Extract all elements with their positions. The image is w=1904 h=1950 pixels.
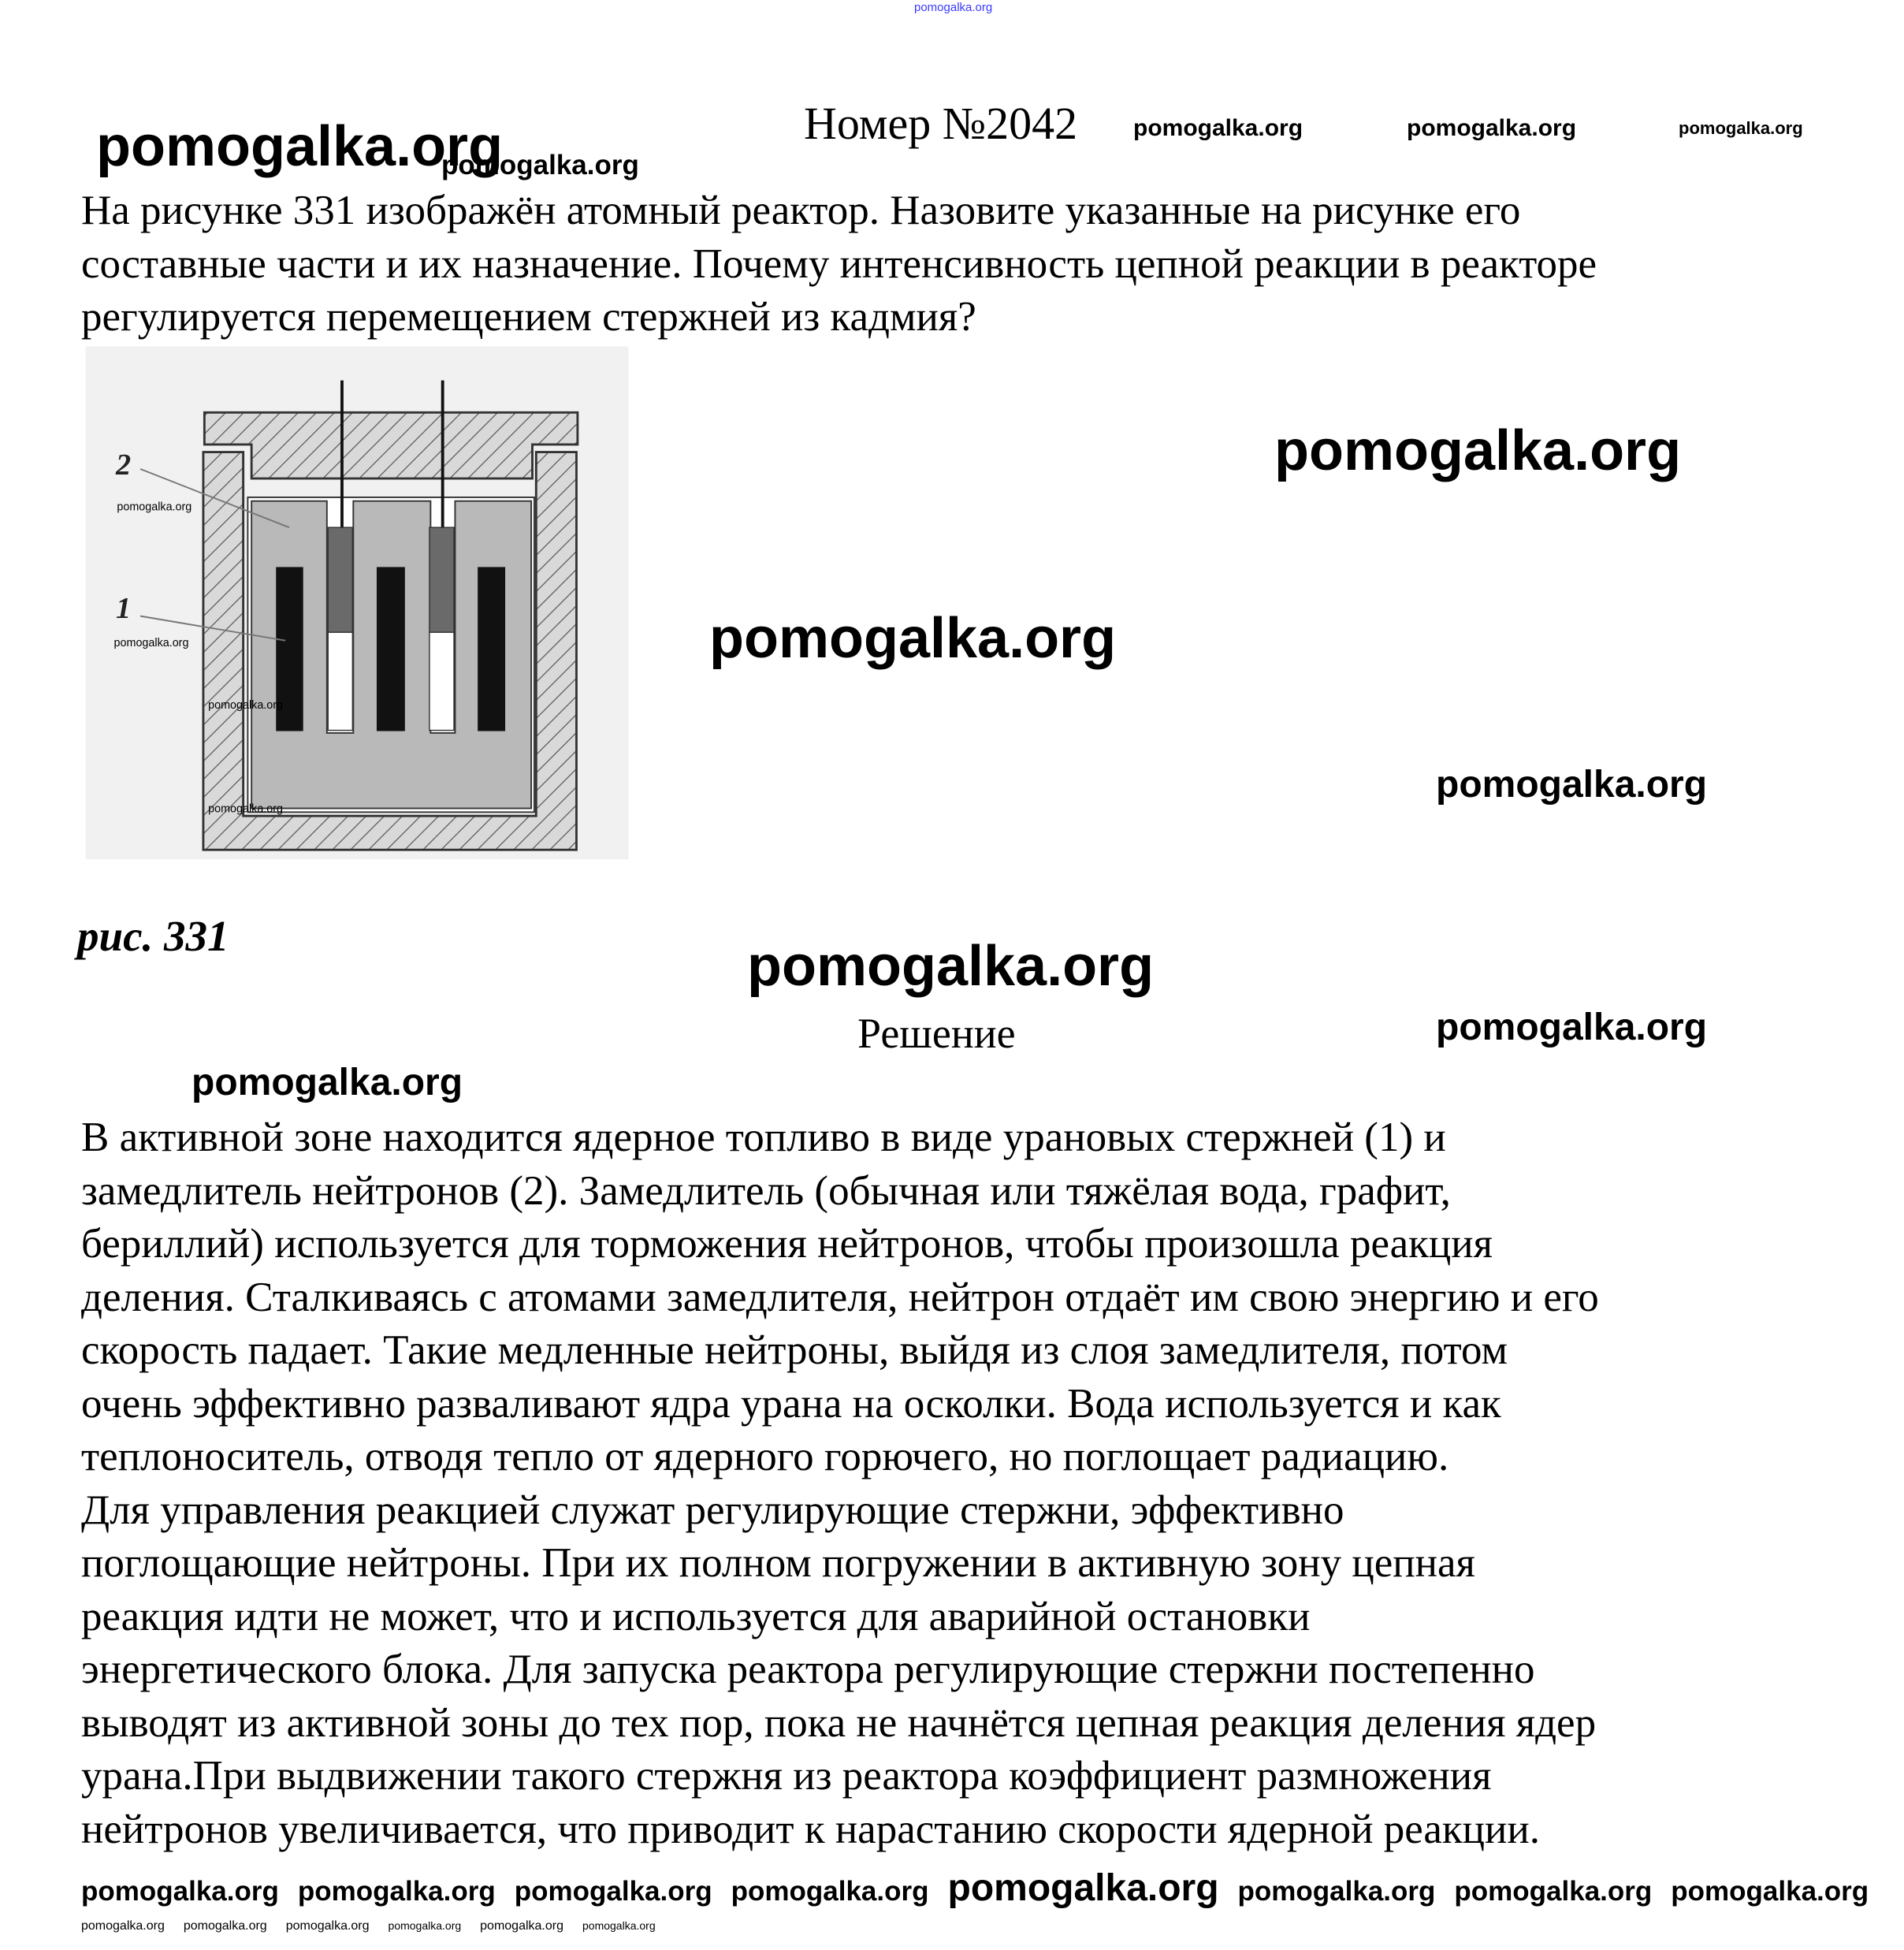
control-rod — [430, 527, 454, 632]
solution-line: Для управления реакцией служат регулирующие стержни, эффективно — [81, 1487, 1344, 1533]
watermark: pomogalka.org — [480, 1919, 563, 1933]
figure-label-2: 2 — [115, 448, 132, 482]
reactor-lid — [204, 412, 578, 478]
solution-line: теплоноситель, отводя тепло от ядерного горючего, но поглощает радиацию. — [81, 1434, 1449, 1479]
watermark: pomogalka.org — [747, 935, 1155, 998]
watermark: pomogalka.org — [1436, 764, 1708, 806]
watermark: pomogalka.org — [947, 1867, 1219, 1909]
watermark: pomogalka.org — [582, 1919, 656, 1932]
control-rod-channel — [328, 632, 352, 730]
solution-text — [81, 1111, 1599, 1856]
question-line: составные части и их назначение. Почему интенсивность цепной реакции в реакторе — [81, 240, 1597, 287]
watermark: pomogalka.org — [1454, 1876, 1653, 1907]
watermark: pomogalka.org — [388, 1919, 462, 1932]
watermark-row — [81, 1920, 656, 1933]
watermark: pomogalka.org — [1671, 1876, 1869, 1907]
watermark: pomogalka.org — [81, 1919, 165, 1933]
watermark: pomogalka.org — [441, 150, 639, 180]
question-text — [81, 184, 1597, 344]
watermark-row — [81, 1867, 1869, 1909]
watermark: pomogalka.org — [1274, 419, 1682, 482]
figure-label-1: 1 — [115, 592, 132, 626]
watermark: pomogalka.org — [96, 115, 504, 178]
figure-caption: рис. 331 — [77, 912, 229, 960]
watermark: pomogalka.org — [208, 698, 284, 712]
solution-line: поглощающие нейтроны. При их полном погружении в активную зону цепная — [81, 1540, 1475, 1586]
control-rod-channel — [430, 632, 454, 730]
solution-line: бериллий) используется для торможения нейтронов, чтобы произошла реакция — [81, 1221, 1493, 1267]
solution-line: очень эффективно разваливают ядра урана на осколки. Вода используется и как — [81, 1380, 1501, 1427]
solution-heading: Решение — [857, 1010, 1016, 1057]
fuel-rod — [478, 567, 505, 731]
fuel-rod — [377, 567, 405, 731]
page-title: Номер №2042 — [804, 98, 1078, 149]
solution-line: деления. Сталкиваясь с атомами замедлителя, нейтрон отдаёт им свою энергию и его — [81, 1274, 1599, 1320]
question-line: На рисунке 331 изображён атомный реактор. Назовите указанные на рисунке его — [81, 188, 1521, 233]
solution-line: энергетического блока. Для запуска реактора регулирующие стержни постепенно — [81, 1647, 1535, 1692]
watermark: pomogalka.org — [1133, 115, 1303, 141]
watermark: pomogalka.org — [731, 1876, 929, 1907]
solution-line: выводят из активной зоны до тех пор, пока не начнётся цепная реакция деления ядер — [81, 1699, 1597, 1746]
top-watermark-link[interactable]: pomogalka.org — [914, 1, 993, 14]
solution-line: В активной зоне находится ядерное топливо в виде урановых стержней (1) и — [81, 1115, 1446, 1160]
solution-line: скорость падает. Такие медленные нейтроны, выйдя из слоя замедлителя, потом — [81, 1327, 1508, 1373]
watermark: pomogalka.org — [514, 1876, 712, 1907]
watermark: pomogalka.org — [81, 1876, 279, 1907]
solution-line: замедлитель нейтронов (2). Замедлитель (обычная или тяжёлая вода, графит, — [81, 1167, 1451, 1214]
watermark: pomogalka.org — [183, 1919, 267, 1933]
reactor-figure — [63, 339, 654, 950]
solution-line: реакция идти не может, что и используется для аварийной остановки — [81, 1593, 1311, 1639]
solution-line: урана.При выдвижении такого стержня из реактора коэффициент размножения — [81, 1753, 1492, 1799]
watermark: pomogalka.org — [113, 636, 189, 649]
watermark: pomogalka.org — [117, 501, 192, 514]
control-rod — [328, 527, 352, 632]
watermark: pomogalka.org — [1237, 1876, 1436, 1907]
watermark: pomogalka.org — [709, 607, 1117, 670]
watermark: pomogalka.org — [192, 1062, 463, 1103]
watermark: pomogalka.org — [208, 802, 284, 816]
solution-line: нейтронов увеличивается, что приводит к нарастанию скорости ядерной реакции. — [81, 1806, 1540, 1852]
watermark: pomogalka.org — [1679, 118, 1803, 138]
question-line: регулируется перемещением стержней из кадмия? — [81, 294, 976, 340]
watermark: pomogalka.org — [297, 1876, 496, 1907]
watermark: pomogalka.org — [1407, 115, 1577, 141]
watermark: pomogalka.org — [285, 1919, 370, 1933]
watermark: pomogalka.org — [1436, 1007, 1708, 1048]
